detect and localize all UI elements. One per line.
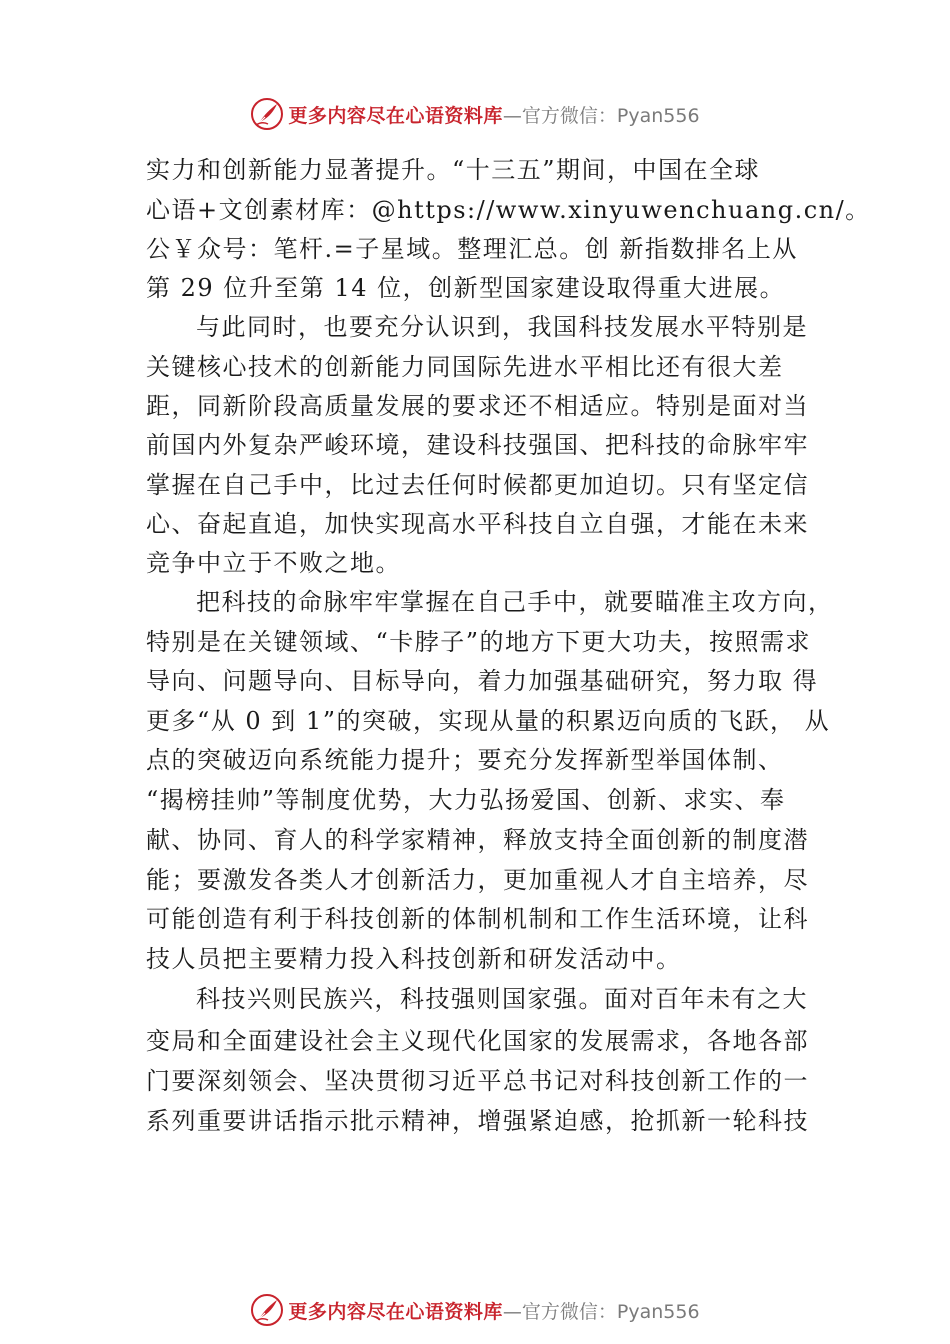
- footer-watermark: [0, 1290, 950, 1330]
- paragraph-first-line: 把科技的命脉牢牢掌握在自己手中，就要瞄准主攻方向，: [196, 588, 834, 616]
- body-text-line: 竞争中立于不败之地。: [146, 549, 401, 577]
- body-text-line: 可能创造有利于科技创新的体制机制和工作生活环境，让科: [146, 905, 809, 933]
- body-text-line: 更多“从 0 到 1”的突破，实现从量的积累迈向质的飞跃， 从: [146, 707, 831, 735]
- body-text-line: 系列重要讲话指示批示精神，增强紧迫感，抢抓新一轮科技: [146, 1107, 809, 1135]
- quill-pen-logo-icon: [250, 97, 284, 131]
- body-text-line: 变局和全面建设社会主义现代化国家的发展需求，各地各部: [146, 1027, 809, 1055]
- body-text-line: 关键核心技术的创新能力同国际先进水平相比还有很大差: [146, 353, 784, 381]
- body-text-line: 献、协同、育人的科学家精神，释放支持全面创新的制度潜: [146, 826, 809, 854]
- watermark-wechat-text: —官方微信：Pyan556: [502, 104, 700, 127]
- body-text-line: 技人员把主要精力投入科技创新和研发活动中。: [146, 945, 682, 973]
- header-watermark: [0, 94, 950, 134]
- body-text-line: 第 29 位升至第 14 位，创新型国家建设取得重大进展。: [146, 274, 786, 302]
- body-text-line: 能；要激发各类人才创新活力，更加重视人才自主培养，尽: [146, 866, 809, 894]
- body-text-line: 实力和创新能力显著提升。“十三五”期间，中国在全球: [146, 156, 761, 184]
- paragraph-first-line: 科技兴则民族兴，科技强则国家强。面对百年未有之大: [196, 985, 808, 1013]
- body-text-line: 前国内外复杂严峻环境，建设科技强国、把科技的命脉牢牢: [146, 431, 809, 459]
- watermark-wechat-text: —官方微信：Pyan556: [502, 1300, 700, 1323]
- body-text-line: 导向、问题导向、目标导向，着力加强基础研究，努力取 得: [146, 667, 819, 695]
- quill-pen-logo-icon: [250, 1293, 284, 1327]
- body-text-line: 心语+文创素材库：@https://www.xinyuwenchuang.cn/。: [146, 196, 871, 224]
- body-text-line: 门要深刻领会、坚决贯彻习近平总书记对科技创新工作的一: [146, 1067, 809, 1095]
- body-text-line: “揭榜挂帅”等制度优势，大力弘扬爱国、创新、求实、奉: [146, 786, 786, 814]
- body-text-line: 特别是在关键领域、“卡脖子”的地方下更大功夫，按照需求: [146, 628, 812, 656]
- body-text-line: 心、奋起直追，加快实现高水平科技自立自强，才能在未来: [146, 510, 809, 538]
- body-text-line: 掌握在自己手中，比过去任何时候都更加迫切。只有坚定信: [146, 471, 809, 499]
- body-text-line: 点的突破迈向系统能力提升；要充分发挥新型举国体制、: [146, 746, 784, 774]
- watermark-brand-text: 更多内容尽在心语资料库: [288, 104, 503, 127]
- body-text-line: 距，同新阶段高质量发展的要求还不相适应。特别是面对当: [146, 392, 809, 420]
- paragraph-first-line: 与此同时，也要充分认识到，我国科技发展水平特别是: [196, 313, 808, 341]
- body-text-line: 公￥众号：笔杆.=子星域。整理汇总。创 新指数排名上从: [146, 235, 798, 263]
- watermark-brand-text: 更多内容尽在心语资料库: [288, 1300, 503, 1323]
